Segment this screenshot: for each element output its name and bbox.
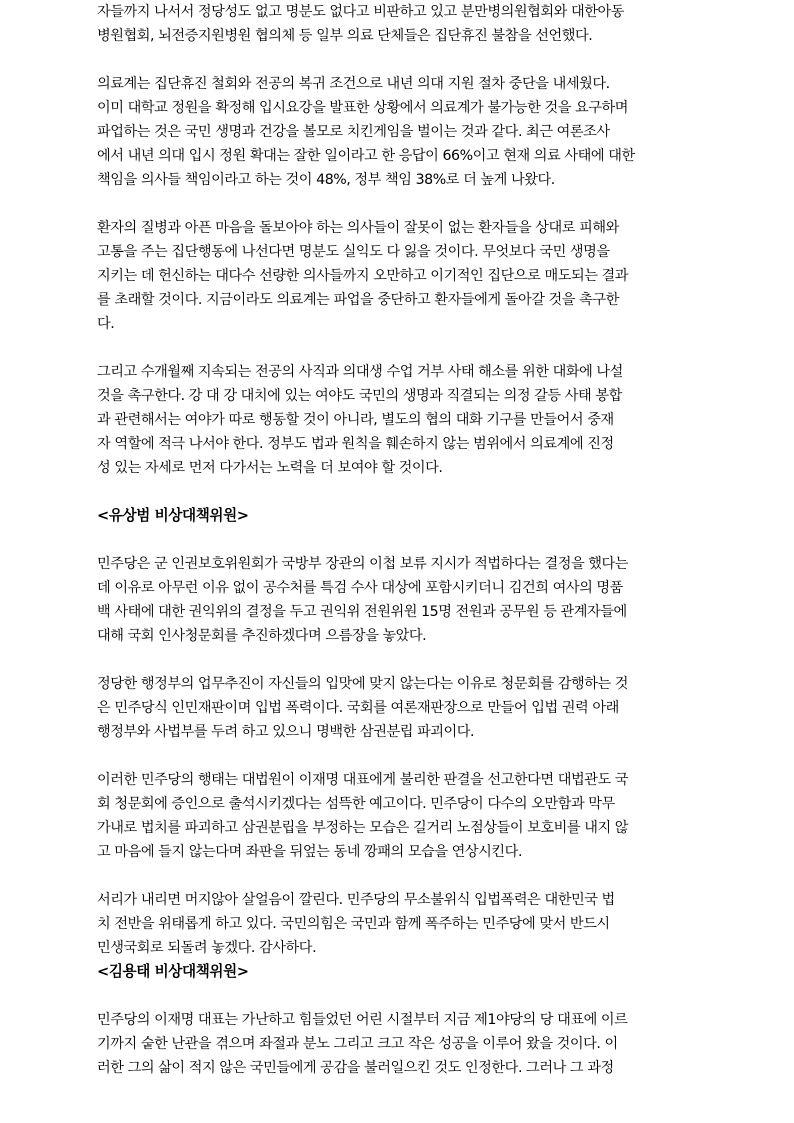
paragraph-gap <box>97 864 699 888</box>
document-page <box>97 0 699 1080</box>
paragraph-6 <box>97 672 699 744</box>
paragraph-8 <box>97 888 699 960</box>
text-line: 대해 국회 인사청문회를 추진하겠다며 으름장을 놓았다. <box>97 628 427 644</box>
paragraph-gap <box>97 744 699 768</box>
text-line: 다. <box>97 316 115 332</box>
paragraph-gap <box>97 648 699 672</box>
text-line: 기까지 숱한 난관을 겪으며 좌절과 분노 그리고 크고 작은 성공을 이루어 왔을 것이다. 이 <box>97 1036 618 1052</box>
text-line: 데 이유로 아무런 이유 없이 공수처를 특검 수사 대상에 포함시키더니 김건희 여사의 명품 <box>97 580 623 596</box>
text-line: 서리가 내리면 머지않아 살얼음이 깔린다. 민주당의 무소불위식 입법폭력은 대한민국 법 <box>97 892 615 908</box>
paragraph-gap <box>97 336 699 360</box>
text-line: 파업하는 것은 국민 생명과 건강을 볼모로 치킨게임을 벌이는 것과 같다. 최근 여론조사 <box>97 124 610 140</box>
text-line: 치 전반을 위태롭게 하고 있다. 국민의힘은 국민과 함께 폭주하는 민주당에 맞서 반드시 <box>97 916 610 932</box>
paragraph-1 <box>97 0 699 48</box>
text-line: 민주당의 이재명 대표는 가난하고 힘들었던 어린 시절부터 지금 제1야당의 당 대표에 이르 <box>97 1012 628 1028</box>
text-line: 고 마음에 들지 않는다며 좌판을 뒤엎는 동네 깡패의 모습을 연상시킨다. <box>97 844 522 860</box>
paragraph-gap <box>97 528 699 552</box>
text-line: 그리고 수개월째 지속되는 전공의 사직과 의대생 수업 거부 사태 해소를 위한 대화에 나설 <box>97 364 623 380</box>
paragraph-4 <box>97 360 699 480</box>
paragraph-7 <box>97 768 699 864</box>
text-line: 자들까지 나서서 정당성도 없고 명분도 없다고 비판하고 있고 분만병의원협회와 대한아동 <box>97 4 624 20</box>
text-line: 지키는 데 헌신하는 대다수 선량한 의사들까지 오만하고 이기적인 집단으로 매도되는 결과 <box>97 268 629 284</box>
paragraph-2 <box>97 72 699 192</box>
text-line: 회 청문회에 증인으로 출석시키겠다는 섬뜩한 예고이다. 민주당이 다수의 오만함과 막무 <box>97 796 615 812</box>
text-line: 책임을 의사들 책임이라고 하는 것이 48%, 정부 책임 38%로 더 높게 나왔다. <box>97 172 555 188</box>
text-line: 은 민주당식 인민재판이며 입법 폭력이다. 국회를 여론재판장으로 만들어 입법 권력 아래 <box>97 700 619 716</box>
text-line: 환자의 질병과 아픈 마음을 돌보아야 하는 의사들이 잘못이 없는 환자들을 상대로 피해와 <box>97 220 619 236</box>
text-line: 자 역할에 적극 나서야 한다. 정부도 법과 원칙을 훼손하지 않는 범위에서 의료계에 진정 <box>97 436 614 452</box>
text-line: 에서 내년 의대 입시 정원 확대는 잘한 일이라고 한 응답이 66%이고 현재 의료 사태에 대한 <box>97 148 635 164</box>
text-line: 고통을 주는 집단행동에 나선다면 명분도 실익도 다 잃을 것이다. 무엇보다 국민 생명을 <box>97 244 610 260</box>
paragraph-gap <box>97 192 699 216</box>
text-line: 민주당은 군 인권보호위원회가 국방부 장관의 이첩 보류 지시가 적법하다는 결정을 했다는 <box>97 556 629 572</box>
text-line: 백 사태에 대한 권익위의 결정을 두고 권익위 전원위원 15명 전원과 공무원 등 관계자들에 <box>97 604 627 620</box>
text-line: 가내로 법치를 파괴하고 삼권분립을 부정하는 모습은 길거리 노점상들이 보호비를 내지 않 <box>97 820 629 836</box>
text-line: 성 있는 자세로 먼저 다가서는 노력을 더 보여야 할 것이다. <box>97 460 443 476</box>
paragraph-gap <box>97 48 699 72</box>
paragraph-5 <box>97 552 699 648</box>
text-line: 이미 대학교 정원을 확정해 입시요강을 발표한 상황에서 의료계가 불가능한 것을 요구하며 <box>97 100 629 116</box>
paragraph-3 <box>97 216 699 336</box>
speaker-heading-kim: <김용태 비상대책위원> <box>97 963 249 980</box>
text-line: 이러한 민주당의 행태는 대법원이 이재명 대표에게 불리한 판결을 선고한다면 대법관도 국 <box>97 772 629 788</box>
paragraph-9 <box>97 1008 699 1080</box>
text-line: 병원협회, 뇌전증지원병원 협의체 등 일부 의료 단체들은 집단휴진 불참을 선언했다. <box>97 28 593 44</box>
text-line: 의료계는 집단휴진 철회와 전공의 복귀 조건으로 내년 의대 지원 절차 중단을 내세웠다. <box>97 76 610 92</box>
text-line: 민생국회로 되돌려 놓겠다. 감사하다. <box>97 940 317 956</box>
speaker-heading-yoo: <유상범 비상대책위원> <box>97 507 249 524</box>
text-line: 행정부와 사법부를 두려 하고 있으니 명백한 삼권분립 파괴이다. <box>97 724 475 740</box>
paragraph-gap <box>97 984 699 1008</box>
text-line: 것을 촉구한다. 강 대 강 대치에 있는 여야도 국민의 생명과 직결되는 의정 갈등 사태 봉합 <box>97 388 622 404</box>
paragraph-gap <box>97 480 699 504</box>
text-line: 과 관련해서는 여야가 따로 행동할 것이 아니라, 별도의 협의 대화 기구를 만들어서 중재 <box>97 412 614 428</box>
text-line: 러한 그의 삶이 적지 않은 국민들에게 공감을 불러일으킨 것도 인정한다. 그러나 그 과정 <box>97 1060 614 1076</box>
text-line: 를 초래할 것이다. 지금이라도 의료계는 파업을 중단하고 환자들에게 돌아갈 것을 촉구한 <box>97 292 619 308</box>
text-line: 정당한 행정부의 업무추진이 자신들의 입맛에 맞지 않는다는 이유로 청문회를 감행하는 것 <box>97 676 629 692</box>
